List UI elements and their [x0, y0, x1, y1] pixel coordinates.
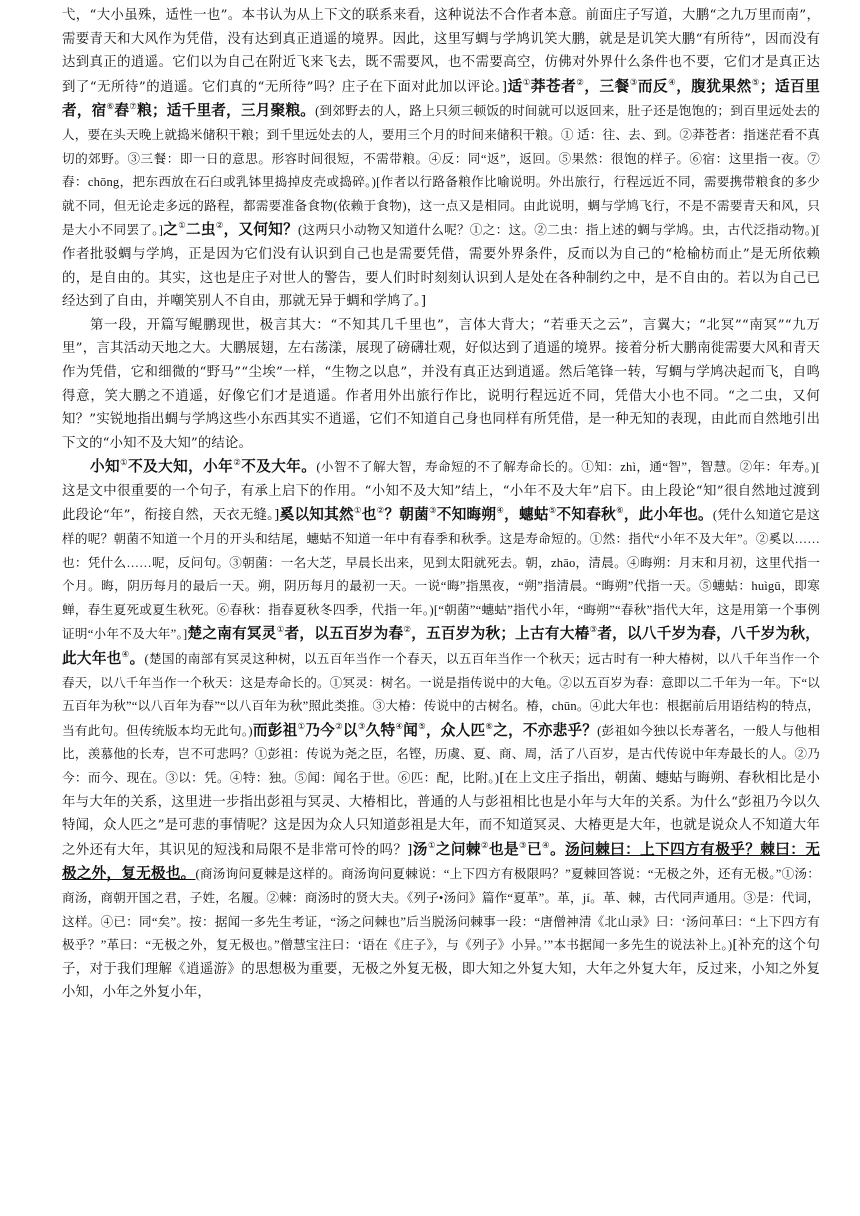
original-text: 舂	[114, 102, 130, 120]
original-text: 小知	[90, 458, 121, 476]
footnote-marker: ①	[178, 221, 186, 232]
footnote-marker: ⑤	[548, 506, 557, 517]
footnote-marker: ③	[357, 721, 366, 732]
original-text: 者，以五百岁为春	[284, 625, 404, 643]
body-paragraph	[62, 4, 820, 314]
original-text: ，腹犹果然	[676, 77, 752, 95]
footnote-marker: ④	[121, 650, 130, 661]
commentary-text: 第一段，开篇写鲲鹏现世，极言其大：“不知其几千里也”，言体大背大；“若垂天之云”，言翼大；“北冥”“南冥”“九万里”，言其活动天地之大。大鹏展翅，左右荡漾，展现了磅礴壮观，好似达到了逍遥的境界。接着分析大鹏南徙需要大风和青天作为凭借，它和细微的“野马”“尘埃”一样，“生物之以息”，并没有真正达到逍遥。然后笔锋一转，写蜩与学鸠决起而飞，自鸣得意，笑大鹏之不逍遥，好像它们才是逍遥。作者用外出旅行作比，说明行程远近不同，凭借大小也不同。“之二虫，又何知？”实锐地指出蜩与学鸠这些小东西其实不逍遥，它们不知道自己身也同样有所凭借，是一种无知的表现，由此而自然地引出下文的“小知不及大知”的结论。	[62, 317, 820, 451]
original-text: ；适百里者，宿	[62, 77, 820, 120]
original-text: 。	[550, 840, 566, 858]
footnote-marker: ②	[480, 840, 489, 851]
original-text: 不及大知，小年	[128, 458, 234, 476]
original-text: 之	[163, 221, 179, 239]
original-text: 乃今	[305, 721, 336, 739]
footnote-marker: ③	[428, 506, 437, 517]
footnote-marker: ⑥	[485, 721, 494, 732]
original-text: 粮；适千里者，三月聚粮。	[137, 102, 316, 120]
annotation-text: (这两只小动物又知道什么呢？①之：这。②二虫：指上述的蜩与学鸠。虫，古代泛指动物。)[	[298, 223, 820, 238]
original-text: 莽苍者	[530, 77, 577, 95]
original-text: 而反	[637, 77, 669, 95]
footnote-marker: ⑥	[615, 506, 624, 517]
footnote-marker: ⑤	[751, 77, 760, 88]
annotation-text: (凭什么知道它是这样的呢？朝菌不知道一个月的开头和结尾，蟪蛄不知道一年中有春季和秋季。这是寿命短的。①然：指代“小年不及大年”。②奚以……也：凭什么……呢，反问句。③朝菌：一名大芝，早晨长出来，见到太阳就死去。朝，zhāo，清晨。④晦朔：月末和月初，这里代指一个月。晦，阴历每月的最后一天。朔，阴历每月的最初一天。一说“晦”指黑夜，“朔”指清晨。“晦朔”代指一天。⑤蟪蛄：huìgū，即寒蝉，春生夏死或夏生秋死。⑥春秋：指春夏秋冬四季，代指一年。)[“朝菌”“蟪蛄”指代小年，“晦朔”“春秋”指代大年，这是用第一个事例证明“小年不及大年”。]	[62, 508, 820, 642]
body-paragraph	[62, 314, 820, 456]
original-text: ，五百岁为秋；上古有大椿	[411, 625, 590, 643]
original-text: ，又何知？	[223, 221, 299, 239]
original-text: ，此小年也。	[623, 506, 713, 524]
footnote-marker: ②	[376, 506, 385, 517]
original-text: 以	[342, 721, 358, 739]
footnote-marker: ②	[215, 221, 224, 232]
footnote-marker: ①	[276, 625, 285, 636]
original-text: 二虫	[185, 221, 216, 239]
footnote-marker: ④	[496, 506, 505, 517]
commentary-text: 弋，“大小虽殊，适性一也”。本书认为从上下文的联系来看，这种说法不合作者本意。前面庄子写道，大鹏“之九万里而南”，需要青天和大风作为凭借，没有达到真正逍遥的境界。因此，这里写蜩与学鸠讥笑大鹏，就是是讥笑大鹏“有所待”，因而没有达到真正的逍遥。它们以为自己在附近飞来飞去，既不需要风，也不需要高空，仿佛对外界什么条件也不要，它们才是真正达到了“无所待”的逍遥。它们真的“无所待”吗？庄子在下面对此加以评论。]	[62, 8, 820, 95]
footnote-marker: ④	[395, 721, 404, 732]
footnote-marker: ⑤	[418, 721, 426, 732]
original-text: 也是	[488, 840, 519, 858]
footnote-marker: ③	[629, 77, 638, 88]
footnote-marker: ①	[120, 458, 129, 469]
footnote-marker: ①	[353, 506, 362, 517]
original-text: 奚以知其然	[279, 506, 354, 524]
annotation-text: (到郊野去的人，路上只须三顿饭的时间就可以返回来，肚子还是饱饱的；到百里远处去的人，要在头天晚上就捣米储积干粮；到千里远处去的人，要用三个月的时间来储积干粮。① 适：往、去、到。②莽苍者：指迷茫看不真切的郊野。③三餐：即一日的意思。形容时间很短，不需带粮。④反：同“返”，返回。⑤果然：很饱的样子。⑥宿：这里指一夜。⑦舂：chōng，把东西放在石臼或乳钵里捣掉皮壳或捣碎。)[作者以行路备粮作比喻说明。外出旅行，行程远近不同，需要携带粮食的多少就不同，但无论走多远的路程，都需要准备食物(依赖于食物)，这一点又是相同。由此说明，蜩与学鸠飞行，不是不需要青天和风，只是大小不同罢了。]	[62, 104, 821, 238]
original-text: 不及大年。	[241, 458, 317, 476]
commentary-text: [在上文庄子指出，朝菌、蟪蛄与晦朔、春秋相比是小年与大年的关系，这里进一步指出彭祖与冥灵、大椿相比，普通的人与彭祖相比也是小年与大年的关系。为什么“彭祖乃今以久特闻，众人匹之”是可悲的事情呢？这是因为众人只知道彭祖是大年，而不知道冥灵、大椿更是大年，也就是说众人不知道大年之外还有大年，其识见的短浅和局限不是非常可怜的吗？]	[62, 771, 820, 858]
footnote-marker: ②	[576, 77, 585, 88]
annotation-text: (小智不了解大智，寿命短的不了解寿命长的。①知：zhì，通“智”，智慧。②年：年寿。)[	[316, 460, 820, 475]
annotation-text: (楚国的南部有冥灵这种树，以五百年当作一个春天，以五百年当作一个秋天；远古时有一种大椿树，以八千年当作一个春天，以八千年当作一个秋天：这是寿命长的。①冥灵：树名。一说是指传说中的大龟。②以五百岁为春：意即以二千年为一年。下“以五百年为秋”“以八百年为春”“以八百年为秋”照此类推。③大椿：传说中的古树名。椿，chūn。④此大年也：根据前后用语结构的特点，当有此句。但传统版本均无此句。)	[62, 652, 820, 738]
original-text: ？朝菌	[384, 506, 429, 524]
original-text: 之问棘	[435, 840, 481, 858]
original-text: 久特	[365, 721, 396, 739]
original-text: 而彭祖	[252, 721, 298, 739]
original-text: 汤	[412, 840, 428, 858]
original-text: 楚之南有冥灵	[187, 625, 277, 643]
original-text: 闻	[403, 721, 419, 739]
original-text: 之，不亦悲乎？	[493, 721, 598, 739]
annotation-text: (彭祖如今独以长寿著名，一般人与他相比，羡慕他的长寿，岂不可悲吗？①彭祖：传说为尧之臣，名铿，历虞、夏、商、周，活了八百岁，是古代传说中年寿最长的人。②乃今：而今、现在。③以：凭。④特：独。⑤闻：闻名于世。⑥匹：配，比附。)	[62, 723, 820, 785]
footnote-marker: ④	[668, 77, 677, 88]
original-text: 者，以八千岁为春，八千岁为秋，此大年也	[62, 625, 820, 668]
footnote-marker: ①	[522, 77, 531, 88]
original-text: 已	[527, 840, 543, 858]
footnote-marker: ④	[542, 840, 551, 851]
original-text: 汤问棘曰：上下四方有极乎？棘曰：无极之外，复无极也。	[62, 840, 820, 883]
commentary-text: 作者批驳蜩与学鸠，正是因为它们没有认识到自己也是需要凭借，需要外界条件，反而以为自己的“枪榆枋而止”是无所依赖的，是自由的。其实，这也是庄子对世人的警告，要人们时时刻刻认识到人是处在各种制约之中，是不自由的。若以为自己已经达到了自由，并嘲笑别人不自由，那就无异于蜩和学鸠了。]	[62, 246, 820, 310]
original-text: 不知晦朔	[436, 506, 497, 524]
footnote-marker: ②	[335, 721, 343, 732]
original-text: ，蟪蛄	[504, 506, 549, 524]
footnote-marker: ⑥	[106, 102, 115, 113]
footnote-marker: ②	[233, 458, 242, 469]
original-text: 。	[129, 650, 145, 668]
footnote-marker: ⑦	[129, 102, 138, 113]
footnote-marker: ③	[589, 625, 598, 636]
footnote-marker: ①	[427, 840, 436, 851]
footnote-marker: ③	[518, 840, 528, 851]
original-text: ，众人匹	[425, 721, 486, 739]
footnote-marker: ②	[403, 625, 412, 636]
original-text: 也	[361, 506, 377, 524]
footnote-marker: ①	[297, 721, 306, 732]
commentary-text: 这是文中很重要的一个句子，有承上启下的作用。“小知不及大知”结上，“小年不及大年”启下。由上段论“知”很自然地过渡到此段论“年”，衔接自然，天衣无缝。]	[62, 483, 820, 524]
original-text: ，三餐	[584, 77, 630, 95]
commentary-text: [补充的这个句子，对于我们理解《逍遥游》的思想极为重要，无极之外复无极，即大知之外复大知，大年之外复大年，反过来，小知之外复小知，小年之外复小年，	[62, 938, 820, 1001]
original-text: 不知春秋	[556, 506, 616, 524]
body-paragraph	[62, 455, 820, 1005]
annotation-text: (商汤询问夏棘是这样的。商汤询问夏棘说：“上下四方有极限吗？”夏棘回答说：“无极之外，还有无极。”①汤：商汤，商朝开国之君，子姓，名履。②棘：商汤时的贤大夫。《列子•汤问》篇作“夏革”。革，jí。革、棘，古代同声通用。③是：代词，这样。④已：同“矣”。按：据闻一多先生考证，“汤之问棘也”后当脱汤问棘事一段：“唐僧神清《北山录》曰：‘汤问革曰：“上下四方有极乎？”革曰：“无极之外，复无极也。”僧慧宝注曰：‘语在《庄子》，与《列子》小异。’”本书据闻一多先生的说法补上。)	[62, 867, 820, 953]
original-text: 适	[507, 77, 523, 95]
